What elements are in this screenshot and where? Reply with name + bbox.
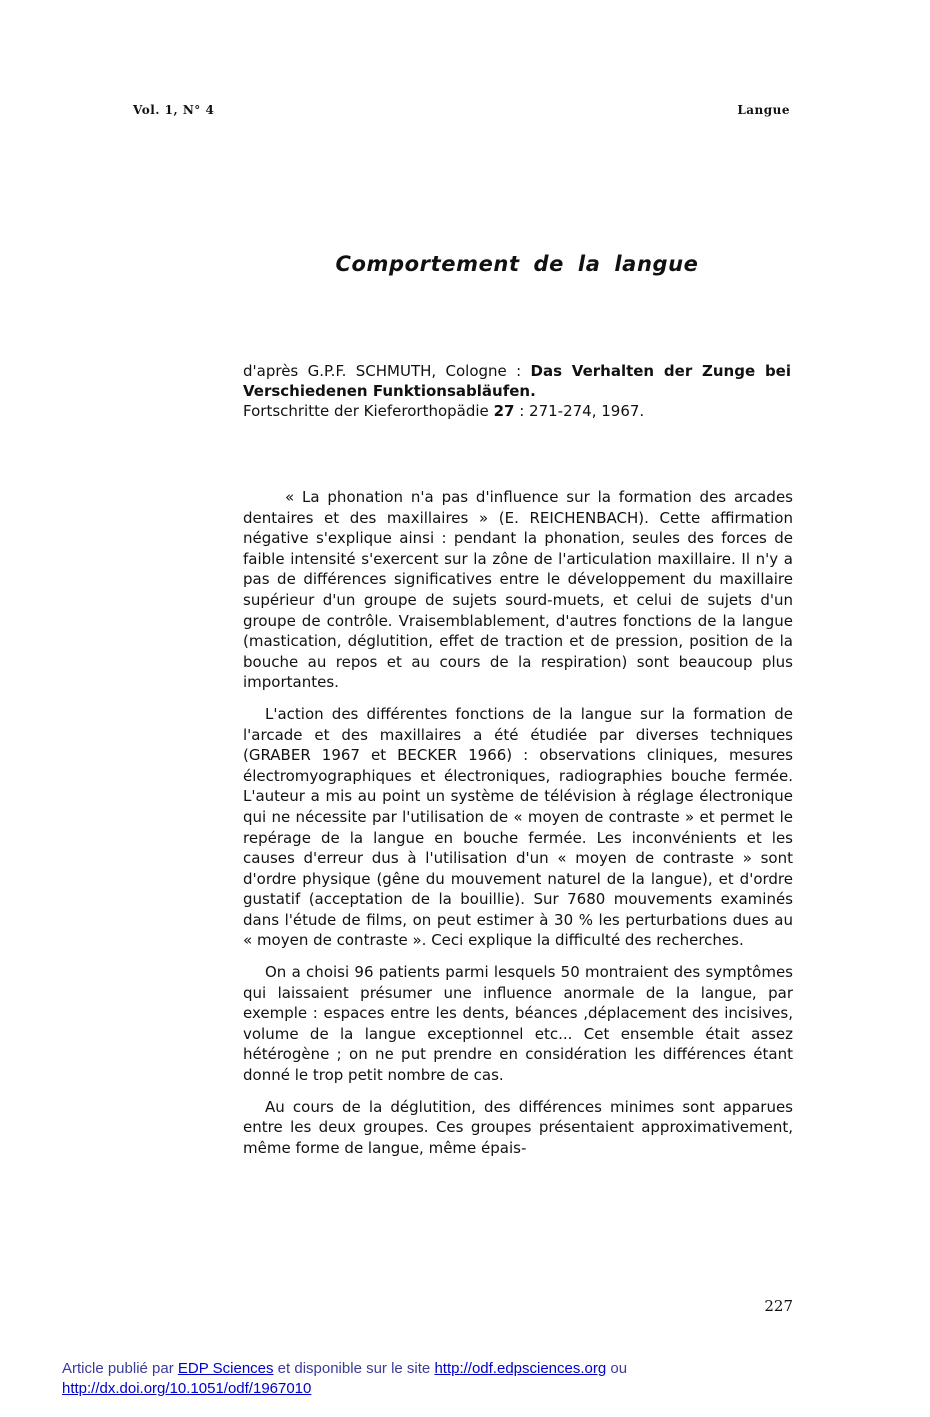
body-paragraph: Au cours de la déglutition, des différences minimes sont apparues entre les deux groupes. Ces groupes présentaient approximativement, même forme de langue, même épais-	[243, 1097, 793, 1157]
doi-link[interactable]: http://dx.doi.org/10.1051/odf/1967010	[62, 1380, 312, 1397]
running-header-section: Langue	[737, 103, 790, 117]
citation-article-title: Das Verhalten der Zunge bei Verschiedenen Funktionsabläufen.	[243, 362, 791, 400]
citation-author: d'après G.P.F. SCHMUTH, Cologne :	[243, 362, 531, 380]
article-title: Comportement de la langue	[335, 252, 699, 276]
article-body	[243, 487, 793, 1169]
body-paragraph: L'action des différentes fonctions de la langue sur la formation de l'arcade et des maxillaires a été étudiée par diverses techniques (GRABER 1967 et BECKER 1966) : observations cliniques, mesures électromyographiques et électroniques, radiographies bouche fermée. L'auteur a mis au point un système de télévision à réglage électronique qui ne nécessite par l'utilisation de « moyen de contraste » et permet le repérage de la langue en bouche fermée. Les inconvénients et les causes d'erreur dus à l'utilisation d'un « moyen de contraste » sont d'ordre physique (gêne du mouvement naturel de la langue), et d'ordre gustatif (acceptation de la bouillie). Sur 7680 mouvements examinés dans l'étude de films, on peut estimer à 30 % les perturbations dues au « moyen de contraste ». Ceci explique la difficulté des recherches.	[243, 704, 793, 950]
citation-volume: 27	[493, 402, 515, 420]
footer-text: Article publié par	[62, 1360, 178, 1377]
body-paragraph: « La phonation n'a pas d'influence sur la formation des arcades dentaires et des maxillaires » (E. REICHENBACH). Cette affirmation négative s'explique ainsi : pendant la phonation, seules des forces de faible intensité s'exercent sur la zône de l'articulation maxillaire. Il n'y a pas de différences significatives entre le développement du maxillaire supérieur d'un groupe de sujets sourd-muets, et celui de sujets d'un groupe de contrôle. Vraisemblablement, d'autres fonctions de la langue (mastication, déglutition, effet de traction et de pression, position de la bouche au repos et au cours de la respiration) sont beaucoup plus importantes.	[243, 488, 793, 692]
body-paragraph: On a choisi 96 patients parmi lesquels 50 montraient des symptômes qui laissaient présumer une influence anormale de la langue, par exemple : espaces entre les dents, béances ,déplacement des incisives, volume de la langue exceptionnel etc... Cet ensemble était assez hétérogène ; on ne put prendre en considération les différences étant donné le trop petit nombre de cas.	[243, 963, 793, 1085]
citation-block	[243, 361, 791, 421]
citation-pages-year: : 271-274, 1967.	[514, 402, 645, 420]
publisher-footer	[62, 1359, 882, 1399]
footer-text: et disponible sur le site	[273, 1360, 435, 1377]
citation-journal: Fortschritte der Kieferorthopädie	[243, 402, 494, 420]
edp-sciences-link[interactable]: EDP Sciences	[177, 1360, 274, 1377]
running-header-volume: Vol. 1, N° 4	[133, 103, 215, 117]
page-number: 227	[764, 1297, 793, 1315]
odf-site-link[interactable]: http://odf.edpsciences.org	[434, 1360, 607, 1377]
footer-text: ou	[606, 1360, 628, 1377]
